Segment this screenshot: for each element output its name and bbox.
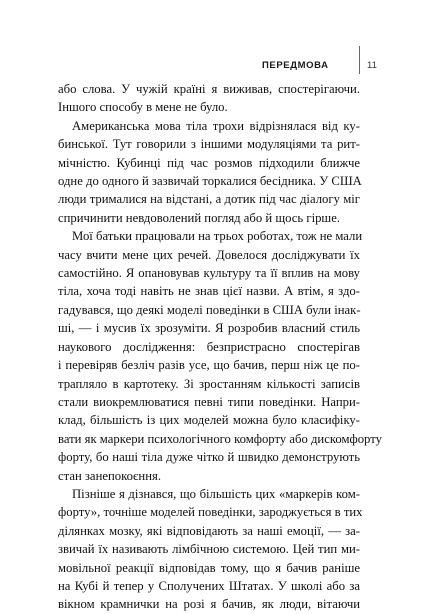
text-line: або слова. У чужій країні я виживав, спостерігаючи. xyxy=(58,82,360,96)
text-line: на Кубі й тепер у Сполучених Штатах. У школі або за xyxy=(58,578,360,593)
text-line: і перевіряв безліч разів усе, що бачив, перш ніж це по- xyxy=(58,358,360,373)
page-number: 11 xyxy=(367,60,377,71)
text-line: самостійно. Я опановував культуру та її вплив на мову xyxy=(58,266,360,281)
text-line: Пізніше я дізнався, що більшість цих «маркерів ком- xyxy=(72,486,360,501)
body-text xyxy=(58,80,382,614)
text-line: звичай їх називають лімбічною системою. Цей тип ми- xyxy=(58,542,360,557)
text-line: мовільної реакції відповідав тому, що я бачив раніше xyxy=(58,560,360,575)
text-line: бинської. Тут говорили з іншими модуляціями та рит- xyxy=(58,137,360,152)
text-line: тіла, хоча тоді навіть не знав цієї назви. А втім, я здо- xyxy=(58,284,360,299)
text-line: ші, — і мусив їх зрозуміти. Я розробив власний стиль xyxy=(58,321,360,336)
text-line: люди трималися на відстані, а дотик під час діалогу міг xyxy=(58,192,360,207)
text-line: вікном крамнички на розі я бачив, як люди, вітаючи xyxy=(58,597,360,612)
text-line: стан занепокоєння. xyxy=(58,468,162,483)
text-line: Мої батьки працювали на трьох роботах, тож не мали xyxy=(72,229,363,244)
text-line: наукового дослідження: безпристрасно спостерігав xyxy=(58,339,360,354)
text-line: вати як маркери психологічного комфорту або дискомфорту xyxy=(58,431,382,446)
text-line: трапляло в картотеку. Зі зростанням кількості записів xyxy=(58,376,360,391)
text-line: форту, бо наші тіла дуже чітко й швидко демонструють xyxy=(58,450,360,465)
text-line: стали виокремлюватися певні типи поведінки. Напри- xyxy=(58,394,360,409)
running-head: ПЕРЕДМОВА xyxy=(262,60,329,71)
header-divider xyxy=(359,46,360,74)
text-line: клад, більшість із цих моделей можна було класифіку- xyxy=(58,413,360,428)
text-line: Американська мова тіла трохи відрізнялася від ку- xyxy=(72,118,360,133)
text-line: Іншого способу в мене не було. xyxy=(58,100,228,115)
text-line: ділянках мозку, які відповідають за наші емоції, — за- xyxy=(58,523,360,538)
text-line: форту», точніше моделей поведінки, зароджується в тих xyxy=(58,505,363,520)
text-line: спричинити невдоволений погляд або й щось гірше. xyxy=(58,210,341,225)
text-line: мічністю. Кубинці під час розмов підходили ближче xyxy=(58,155,360,170)
text-line: одне до одного й зазвичай торкалися бесідника. У США xyxy=(58,174,362,189)
text-line: часу вчити мене цих речей. Довелося досліджувати їх xyxy=(58,247,360,262)
text-line: гадувався, що деякі моделі поведінки в США були інак- xyxy=(58,302,361,317)
